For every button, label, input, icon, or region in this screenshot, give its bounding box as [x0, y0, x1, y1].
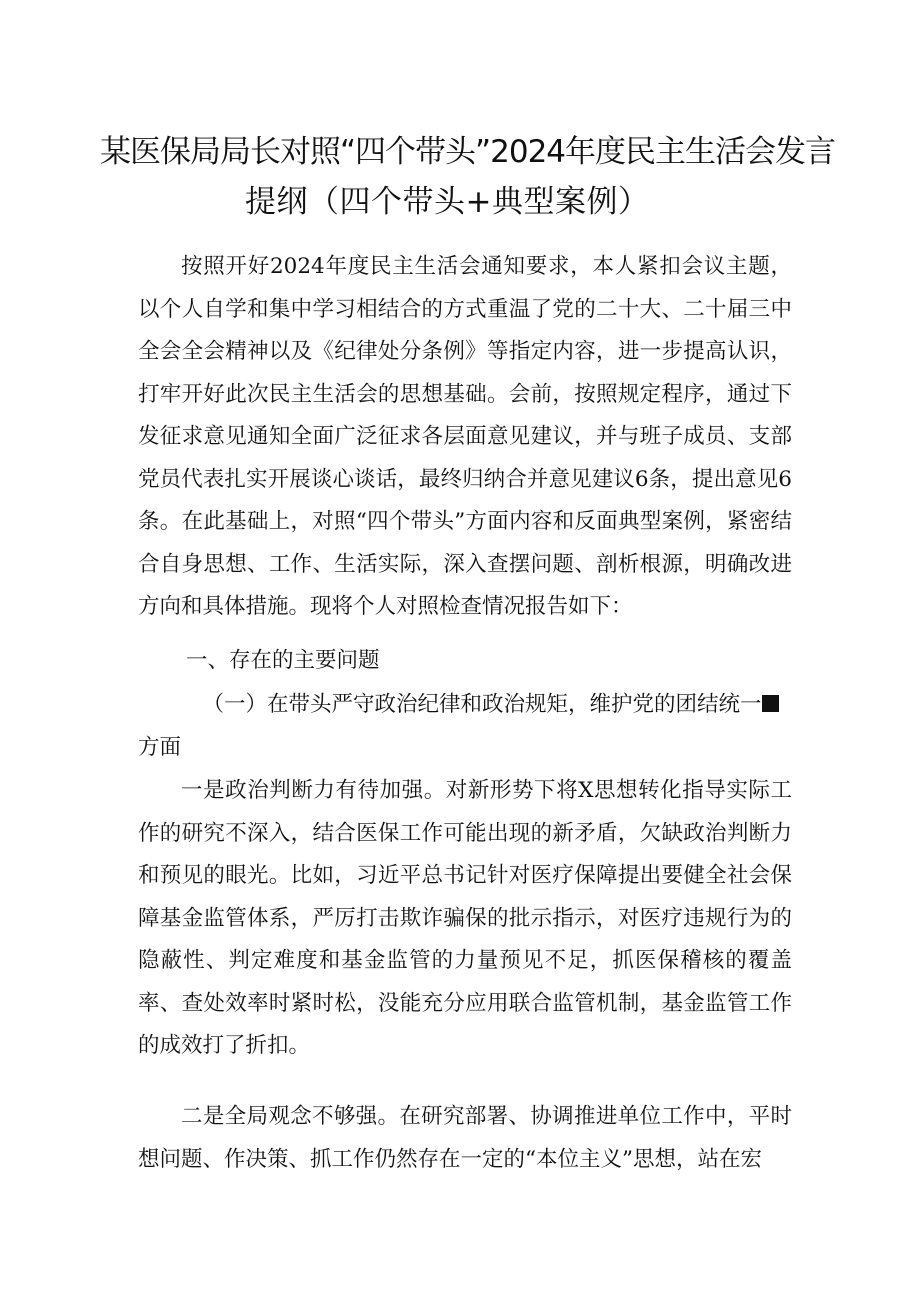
document-title-line-1: 某医保局局长对照“四个带头”2024年度民主生活会发言: [100, 134, 836, 170]
document-title-line-2: 提纲（四个带头+典型案例）: [245, 184, 650, 220]
section-heading-1: 一、存在的主要问题: [186, 648, 380, 673]
paragraph-overall-view: 二是全局观念不够强。在研究部署、协调推进单位工作中，平时想问题、作决策、抓工作仍然存在一定的“本位主义”思想，站在宏: [138, 1104, 792, 1172]
black-square-icon: [762, 695, 779, 712]
intro-paragraph: 按照开好2024年度民主生活会通知要求，本人紧扣会议主题，以个人自学和集中学习相结合的方式重温了党的二十大、二十届三中全会全会精神以及《纪律处分条例》等指定内容，进一步提高认识，打牢开好此次民主生活会的思想基础。会前，按照规定程序，通过下发征求意见通知全面广泛征求各层面意见建议，并与班子成员、支部党员代表扎实开展谈心谈话，最终归纳合并意见建议6条，提出意见6条。在此基础上，对照“四个带头”方面内容和反面典型案例，紧密结合自身思想、工作、生活实际，深入查摆问题、剖析根源，明确改进方向和具体措施。现将个人对照检查情况报告如下：: [138, 254, 792, 619]
subsection-heading-1-tail: 方面: [138, 735, 182, 760]
paragraph-political-judgment: 一是政治判断力有待加强。对新形势下将X思想转化指导实际工作的研究不深入，结合医保工作可能出现的新矛盾，欠缺政治判断力和预见的眼光。比如，习近平总书记针对医疗保障提出要健全社会保障基金监管体系，严厉打击欺诈骗保的批示指示，对医疗违规行为的隐蔽性、判定难度和基金监管的力量预见不足，抓医保稽核的覆盖率、查处效率时紧时松，没能充分应用联合监管机制，基金监管工作的成效打了折扣。: [138, 778, 792, 1058]
subsection-heading-1-text: （一）在带头严守政治纪律和政治规矩，维护党的团结统一: [202, 692, 762, 717]
subsection-heading-1: [138, 683, 792, 769]
